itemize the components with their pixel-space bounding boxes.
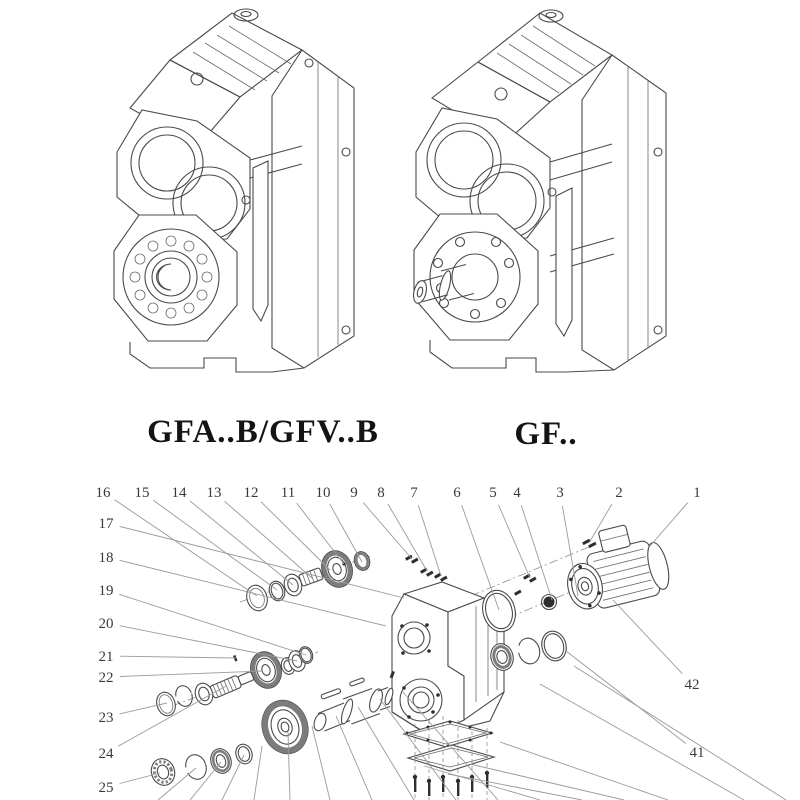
callout-label-3: 3 <box>556 485 564 501</box>
callout-label-21: 21 <box>98 649 114 665</box>
callout-label-16: 16 <box>95 485 111 501</box>
callout-label-6: 6 <box>453 485 461 501</box>
leader-line-15 <box>153 500 277 590</box>
leader-line-14 <box>190 501 293 585</box>
callout-label-8: 8 <box>377 485 385 501</box>
leader-line-5 <box>499 505 531 578</box>
cut-leader-line-4 <box>254 746 262 800</box>
leader-line-11 <box>297 503 344 564</box>
exploded-view <box>96 485 787 800</box>
leader-line-7 <box>418 505 441 576</box>
cut-leader-line-12 <box>448 774 582 800</box>
cut-leader-line-14 <box>500 742 668 800</box>
callout-label-12: 12 <box>243 485 259 501</box>
callout-label-5: 5 <box>489 485 497 501</box>
callout-label-18: 18 <box>98 550 114 566</box>
cut-leader-line-7 <box>336 716 372 800</box>
callout-label-15: 15 <box>134 485 150 501</box>
callout-label-22: 22 <box>98 670 114 686</box>
oil-pan <box>408 745 494 771</box>
callout-label-2: 2 <box>615 485 623 501</box>
leader-line-12 <box>261 502 330 570</box>
leader-line-4 <box>521 505 552 600</box>
cut-leader-line-15 <box>540 684 744 800</box>
leader-line-19 <box>119 594 306 655</box>
callout-label-14: 14 <box>171 485 187 501</box>
leader-line-42 <box>613 600 682 674</box>
leader-line-9 <box>363 503 412 559</box>
cut-leader-line-11 <box>424 766 540 800</box>
callout-label-17: 17 <box>98 516 114 532</box>
leader-line-41 <box>566 651 686 744</box>
callout-label-10: 10 <box>315 485 331 501</box>
callout-label-11: 11 <box>280 485 296 501</box>
model-caption-right: GF.. <box>514 416 578 452</box>
callout-label-7: 7 <box>410 485 418 501</box>
output-gear <box>255 694 314 759</box>
callout-label-41: 41 <box>689 745 705 761</box>
callout-label-24: 24 <box>98 746 114 762</box>
right-gearbox-drawing <box>411 10 666 372</box>
callout-label-13: 13 <box>206 485 222 501</box>
callout-label-1: 1 <box>693 485 701 501</box>
callout-label-25: 25 <box>98 780 114 796</box>
callout-label-23: 23 <box>98 710 114 726</box>
callout-label-4: 4 <box>513 485 521 501</box>
callout-label-42: 42 <box>684 677 700 693</box>
cut-leader-line-6 <box>312 726 330 800</box>
output-shaft-assembly <box>148 678 395 789</box>
callout-label-9: 9 <box>350 485 358 501</box>
callout-label-20: 20 <box>98 616 114 632</box>
model-caption-left: GFA..B/GFV..B <box>147 414 379 450</box>
cut-leader-line-2 <box>190 762 221 800</box>
callout-label-19: 19 <box>98 583 114 599</box>
leader-line-16 <box>115 500 257 596</box>
left-gearbox-drawing <box>114 9 354 372</box>
motor <box>556 517 673 615</box>
leader-line-1 <box>650 503 688 546</box>
cut-leader-line-16 <box>574 666 786 800</box>
leader-line-24 <box>118 686 226 746</box>
leader-line-21 <box>120 656 236 658</box>
